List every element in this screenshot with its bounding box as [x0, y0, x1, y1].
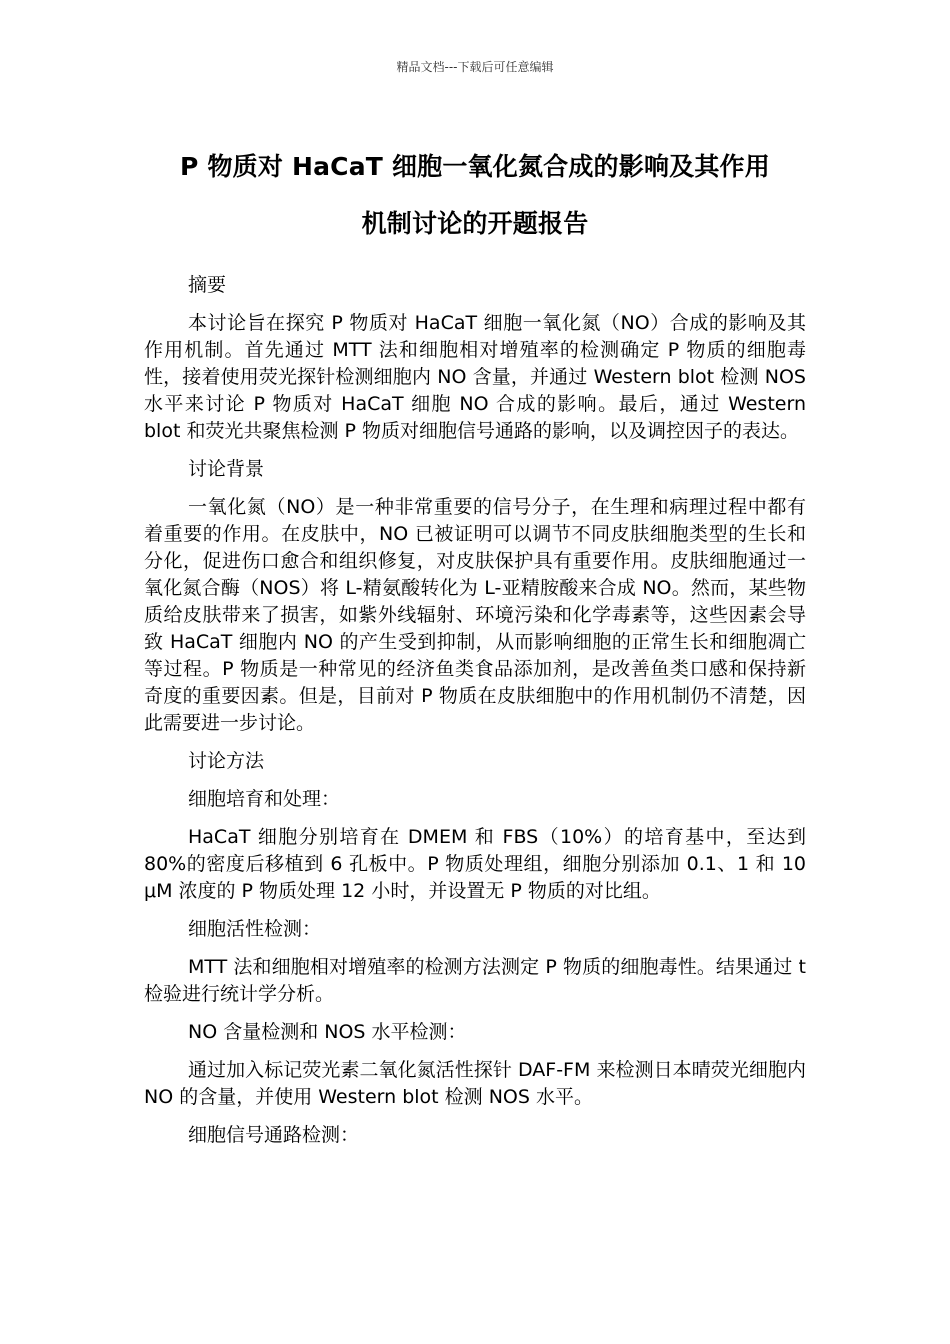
- document-title: [145, 138, 805, 252]
- culture-heading: 细胞培育和处理：: [188, 788, 341, 810]
- viability-heading: 细胞活性检测：: [188, 918, 322, 940]
- signal-pathway-heading: 细胞信号通路检测：: [188, 1124, 360, 1146]
- background-paragraph: 一氧化氮（NO）是一种非常重要的信号分子，在生理和病理过程中都有着重要的作用。在皮肤中，NO 已被证明可以调节不同皮肤细胞类型的生长和分化，促进伤口愈合和组织修复，对皮肤保护具有重要作用。皮肤细胞通过一氧化氮合酶（NOS）将 L-精氨酸转化为 L-亚精胺酸来合成 NO。然而，某些物质给皮肤带来了损害，如紫外线辐射、环境污染和化学毒素等，这些因素会导致 HaCaT 细胞内 NO 的产生受到抑制，从而影响细胞的正常生长和细胞凋亡等过程。P 物质是一种常见的经济鱼类食品添加剂，是改善鱼类口感和保持新奇度的重要因素。但是，目前对 P 物质在皮肤细胞中的作用机制仍不清楚，因此需要进一步讨论。: [144, 496, 806, 734]
- title-line-1: P 物质对 HaCaT 细胞一氧化氮合成的影响及其作用: [180, 152, 770, 181]
- background-heading: 讨论背景: [188, 458, 265, 480]
- title-line-2: 机制讨论的开题报告: [361, 209, 589, 238]
- methods-heading: 讨论方法: [188, 750, 265, 772]
- no-detection-paragraph: 通过加入标记荧光素二氧化氮活性探针 DAF-FM 来检测日本晴荧光细胞内 NO 的含量，并使用 Western blot 检测 NOS 水平。: [144, 1059, 806, 1108]
- abstract-heading: 摘要: [188, 274, 227, 296]
- abstract-paragraph: 本讨论旨在探究 P 物质对 HaCaT 细胞一氧化氮（NO）合成的影响及其作用机制。首先通过 MTT 法和细胞相对增殖率的检测确定 P 物质的细胞毒性，接着使用荧光探针检测细胞内 NO 含量，并通过 Western blot 检测 NOS 水平来讨论 P 物质对 HaCaT 细胞 NO 合成的影响。最后，通过 Western blot 和荧光共聚焦检测 P 物质对细胞信号通路的影响，以及调控因子的表达。: [144, 312, 806, 442]
- document-body: [144, 272, 806, 1160]
- viability-paragraph: MTT 法和细胞相对增殖率的检测方法测定 P 物质的细胞毒性。结果通过 t 检验进行统计学分析。: [144, 956, 806, 1005]
- no-detection-heading: NO 含量检测和 NOS 水平检测：: [188, 1021, 467, 1043]
- page-header: 精品文档---下载后可任意编辑: [396, 60, 554, 74]
- culture-paragraph: HaCaT 细胞分别培育在 DMEM 和 FBS（10%）的培育基中，至达到 80%的密度后移植到 6 孔板中。P 物质处理组，细胞分别添加 0.1、1 和 10 μM 浓度的 P 物质处理 12 小时，并设置无 P 物质的对比组。: [144, 826, 806, 902]
